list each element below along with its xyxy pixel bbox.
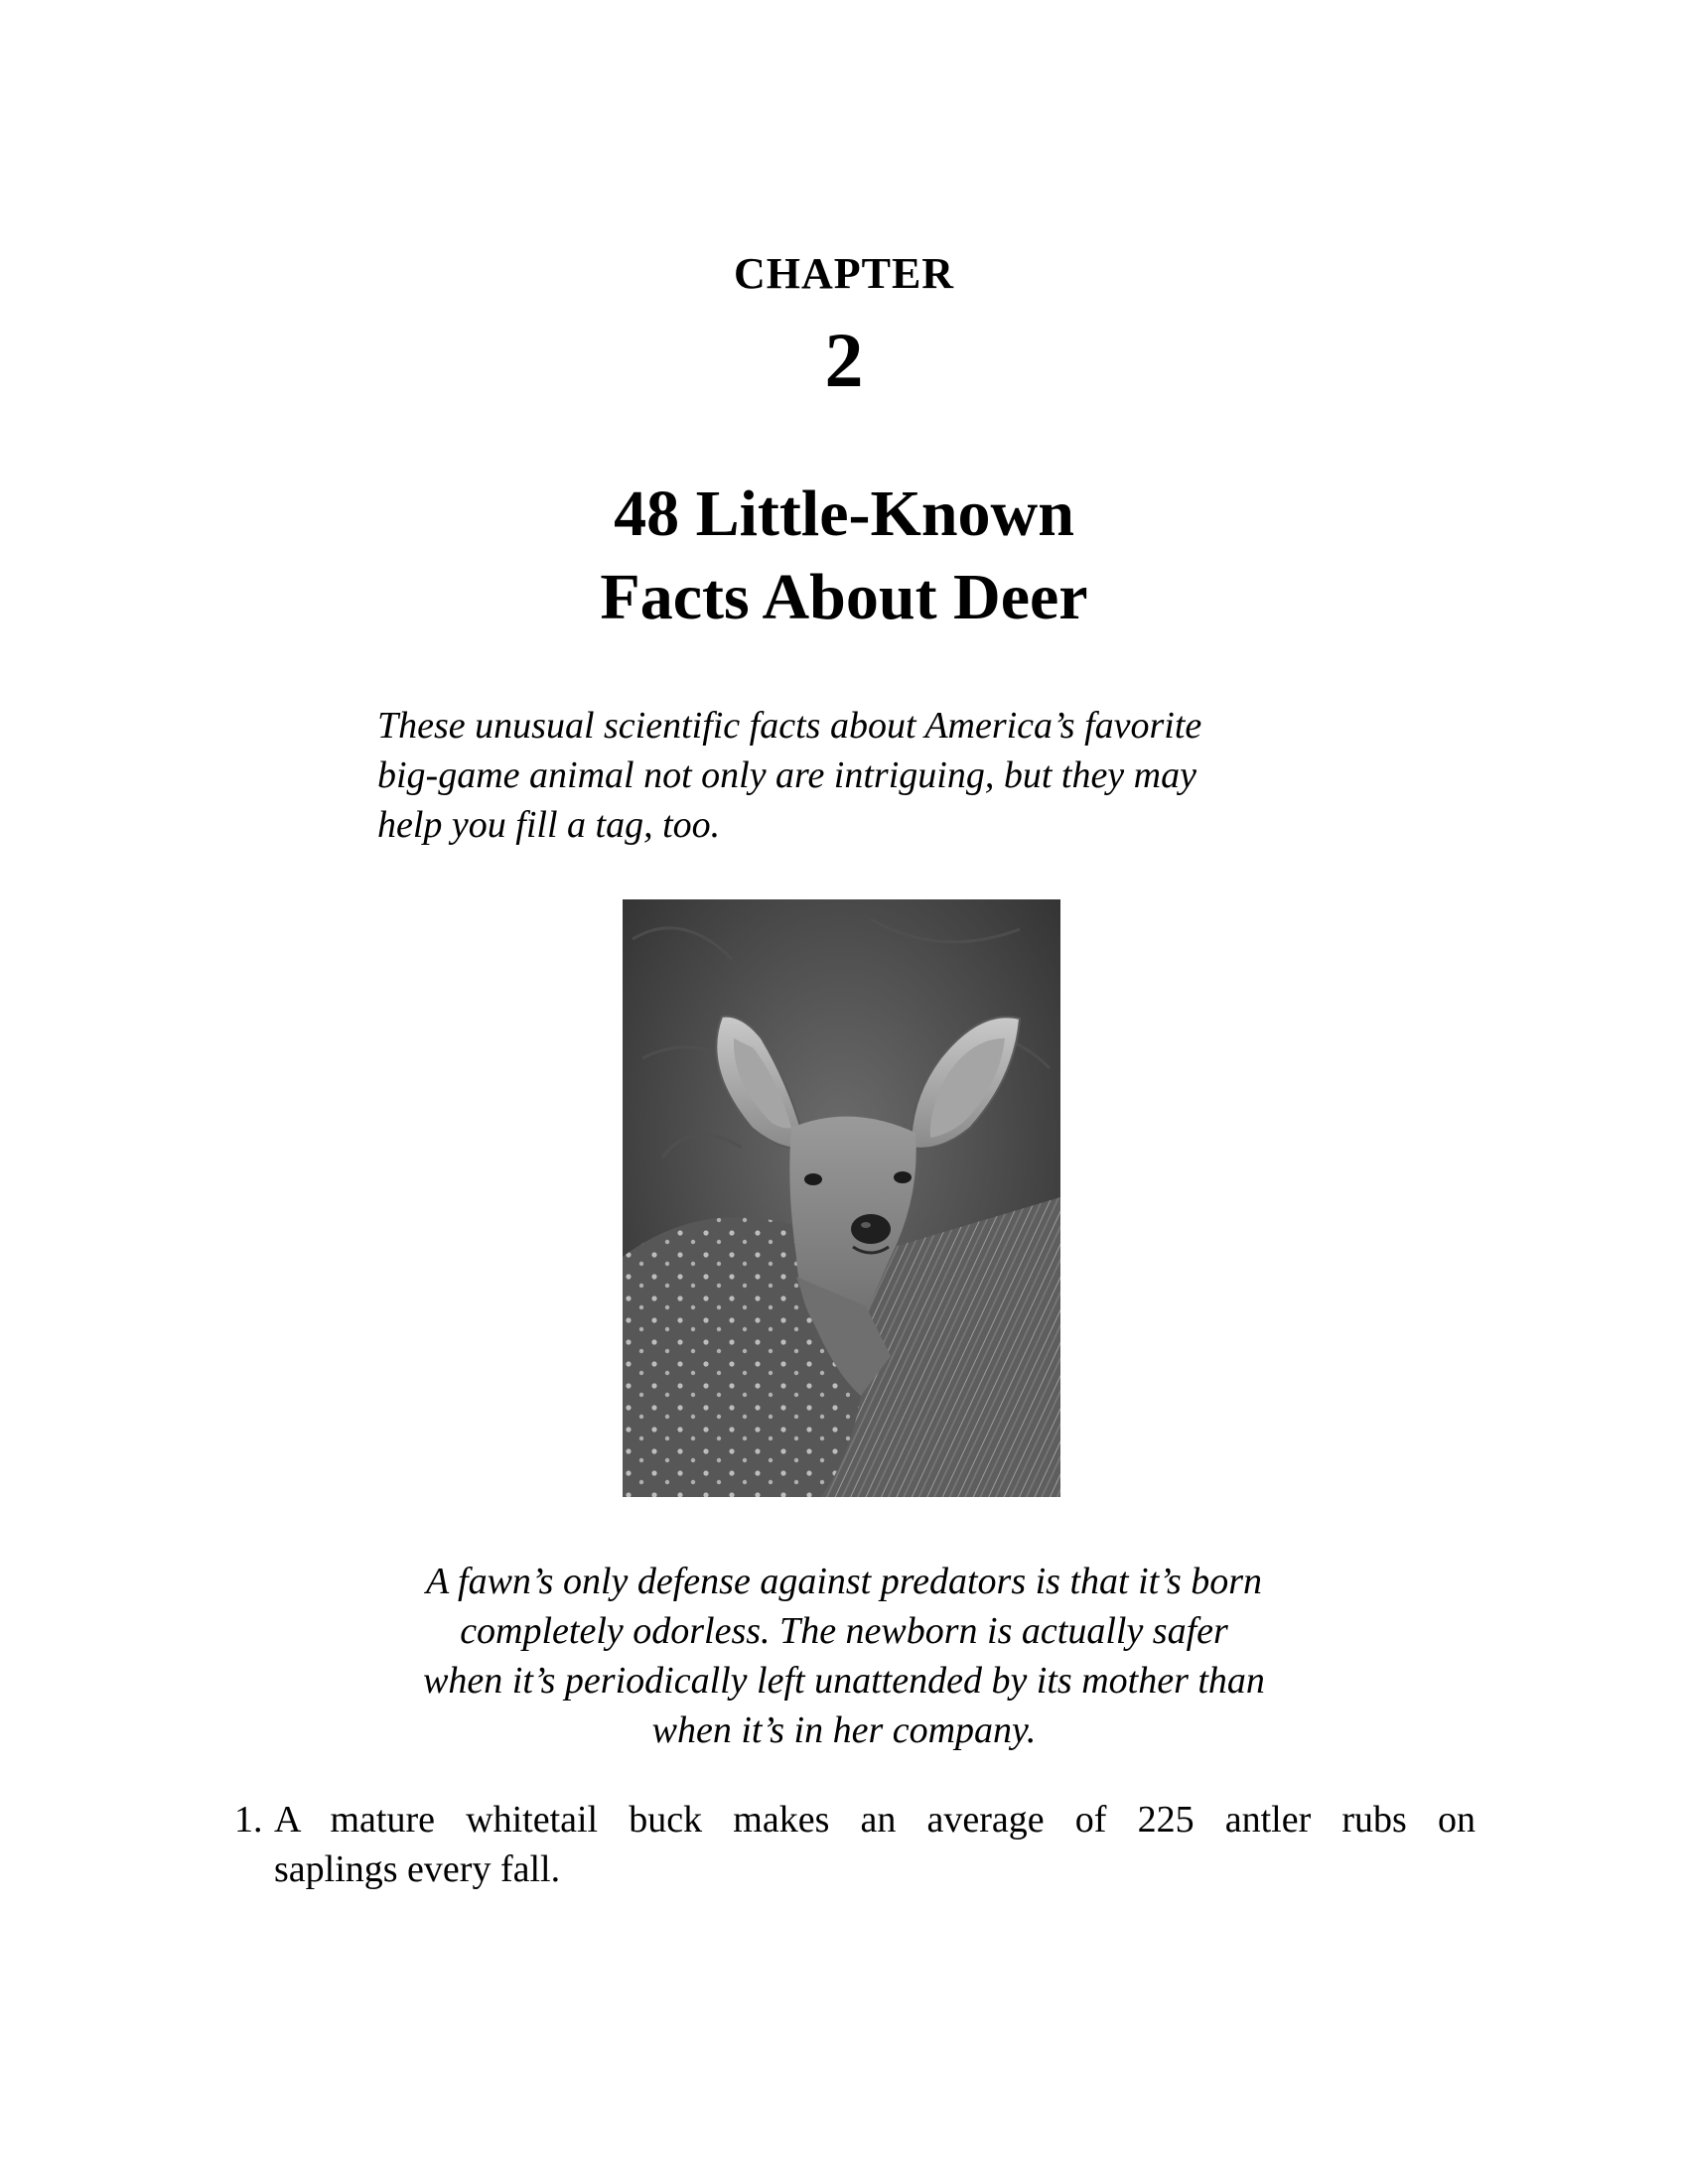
caption-line: A fawn’s only defense against predators is that it’s born [425,1561,1263,1602]
facts-list [234,1795,1476,1894]
chapter-number: 2 [824,317,864,403]
fact-text-line: saplings every fall. [274,1848,561,1890]
chapter-title [0,473,1688,639]
caption-line: completely odorless. The newborn is actually safer [460,1610,1228,1652]
fawn-photo-image [623,899,1060,1497]
photo-caption [0,1557,1688,1755]
fawn-photo [623,899,1060,1497]
chapter-intro [377,701,1331,850]
intro-line: These unusual scientific facts about America’s favorite [377,705,1202,747]
caption-line: when it’s periodically left unattended by its mother than [423,1660,1265,1702]
chapter-title-line: Facts About Deer [600,561,1088,633]
intro-line: big-game animal not only are intriguing, but they may [377,754,1196,796]
chapter-title-line: 48 Little-Known [614,478,1074,550]
fact-number: 1. [234,1799,263,1841]
chapter-label: CHAPTER [733,249,955,298]
intro-line: help you fill a tag, too. [377,804,721,846]
fact-text [274,1795,1476,1894]
list-item [234,1795,1476,1894]
fact-text-line: A mature whitetail buck makes an average of 225 antler rubs on [274,1799,1476,1841]
caption-line: when it’s in her company. [651,1709,1037,1751]
